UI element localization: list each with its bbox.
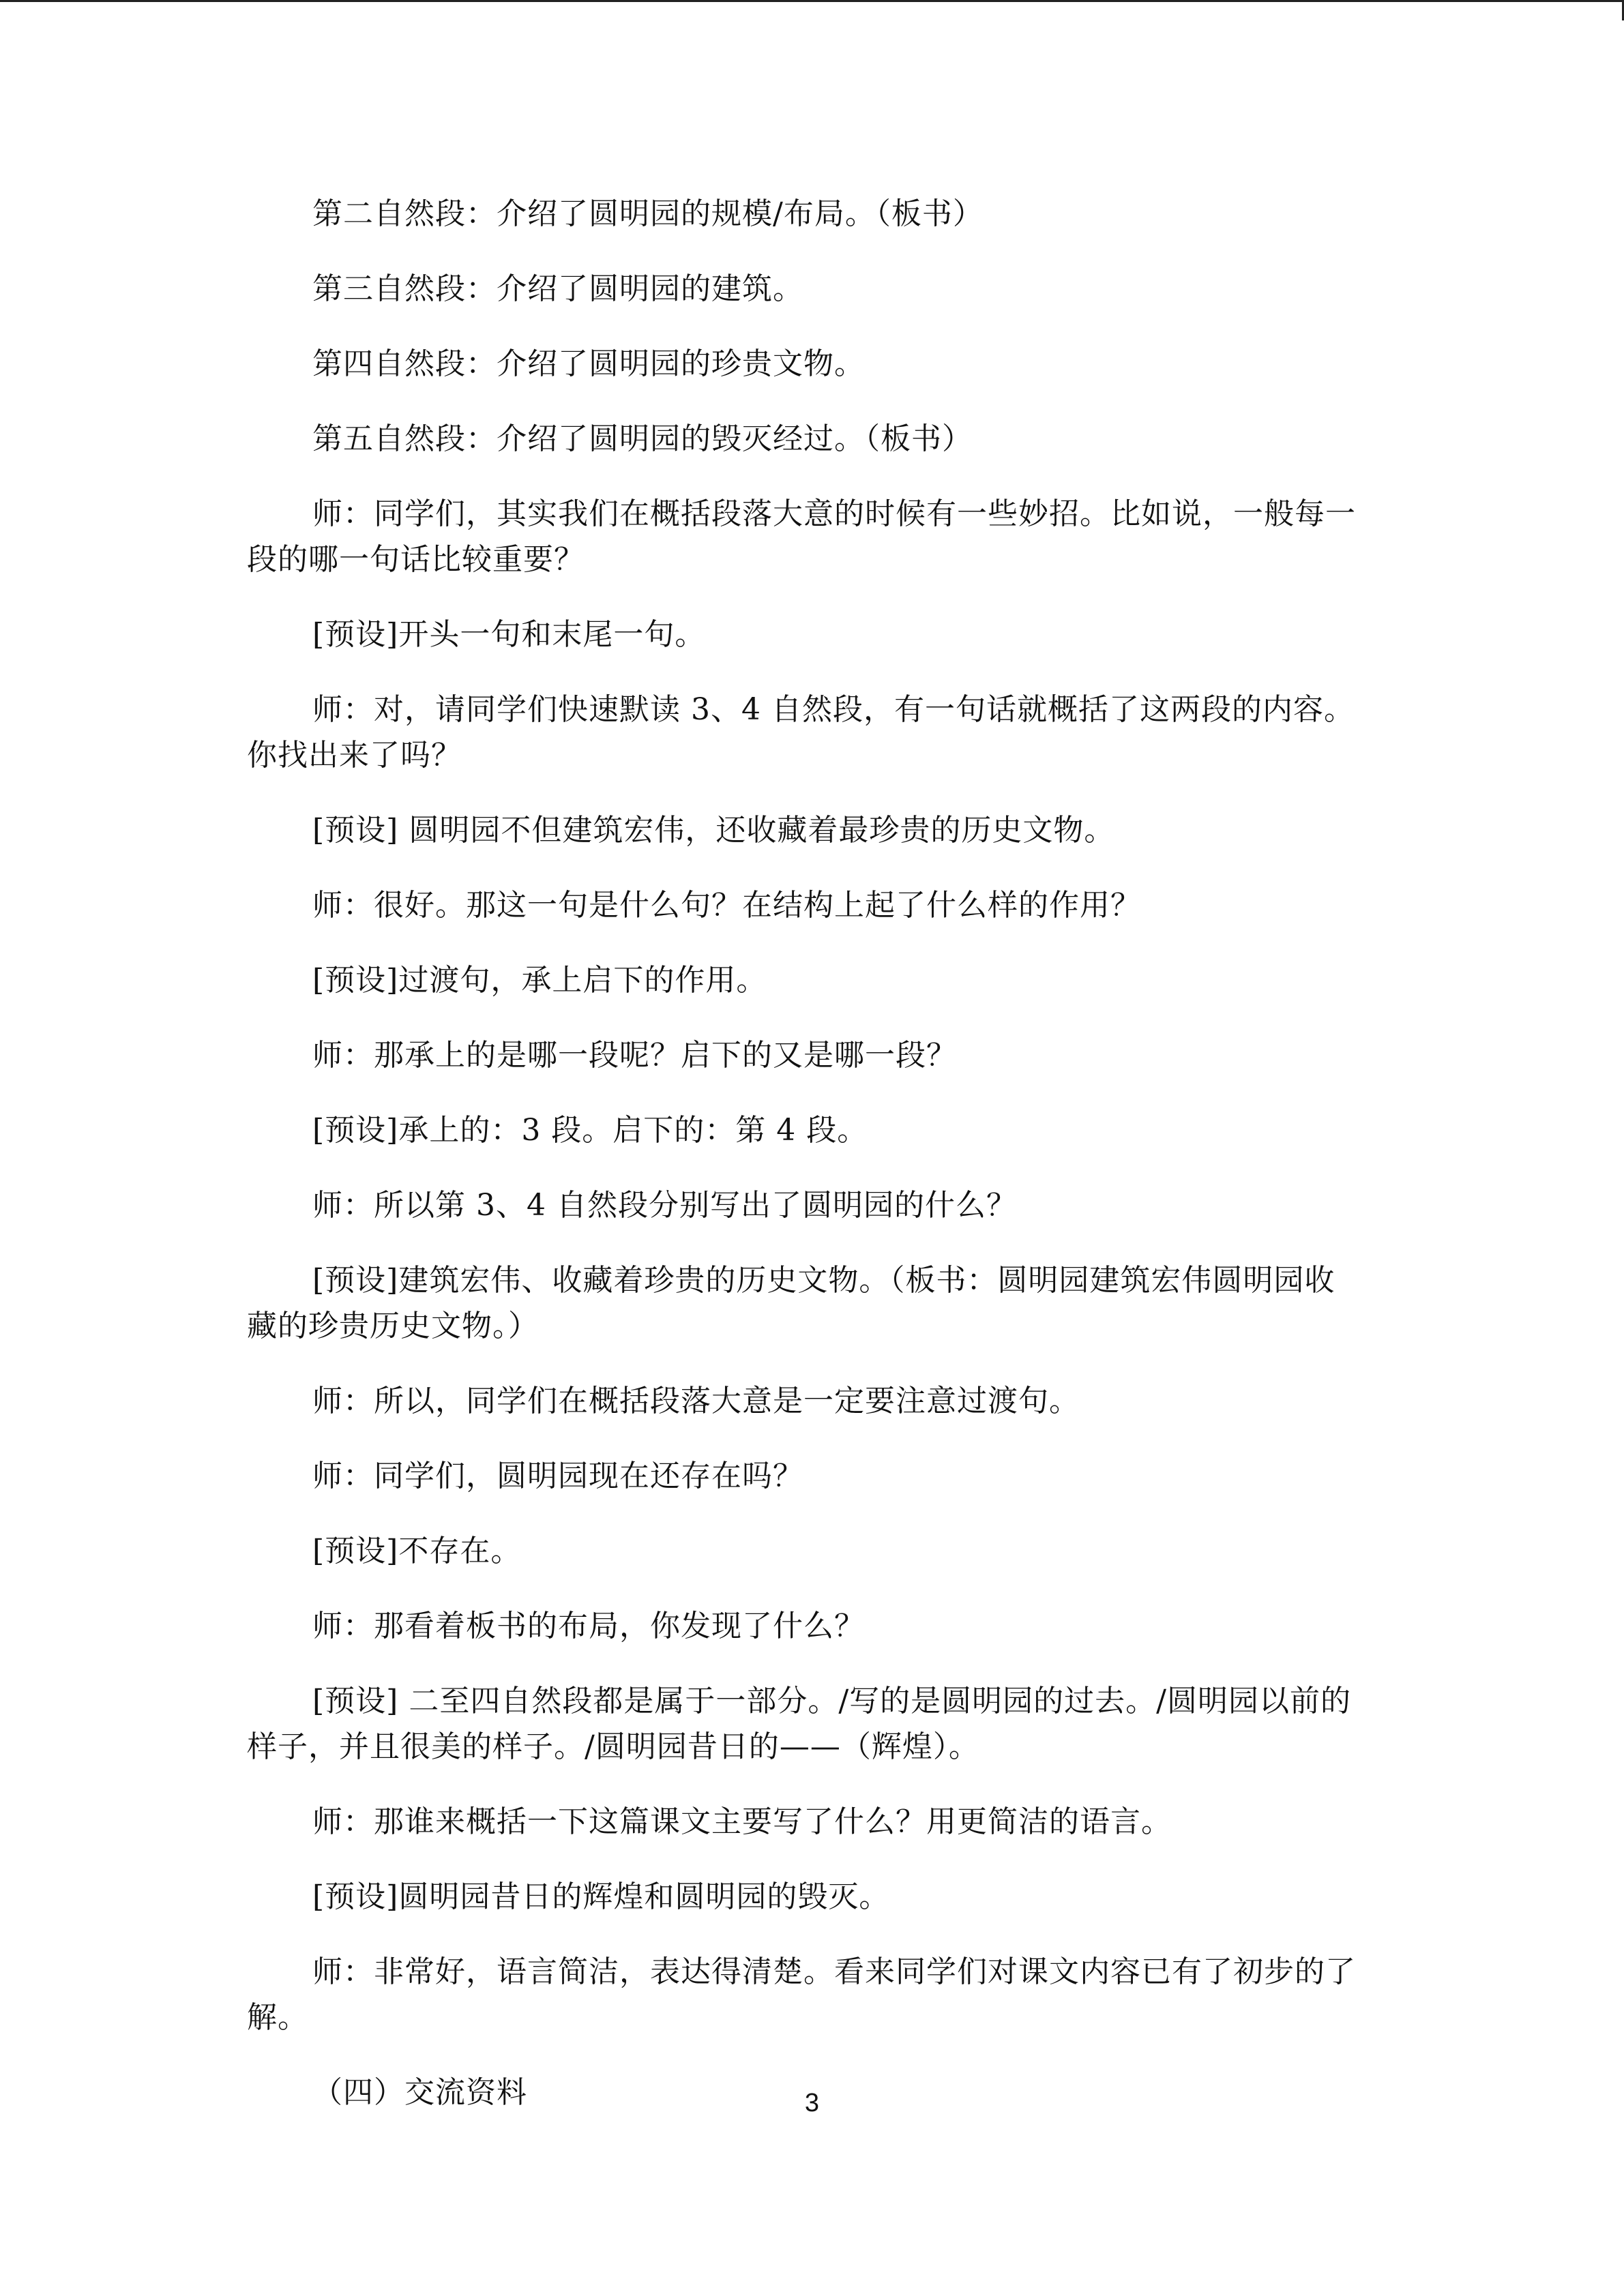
paragraph-12: [预设]承上的：3 段。启下的：第 4 段。 <box>312 1113 868 1148</box>
paragraph-7: 师：对，请同学们快速默读 3、4 自然段，有一句话就概括了这两段的内容。你找出来了吗？ <box>247 692 1355 773</box>
document-body <box>247 191 1359 2140</box>
paragraph-19: [预设] 二至四自然段都是属于一部分。/写的是圆明园的过去。/圆明园以前的样子，并且很美的样子。/圆明园昔日的——（辉煌）。 <box>247 1684 1351 1764</box>
paragraph-16: 师：同学们，圆明园现在还存在吗？ <box>312 1459 803 1493</box>
paragraph-3: 第四自然段：介绍了圆明园的珍贵文物。 <box>312 346 865 381</box>
paragraph-4: 第五自然段：介绍了圆明园的毁灭经过。（板书） <box>312 421 973 456</box>
paragraph-20: 师：那谁来概括一下这篇课文主要写了什么？用更简洁的语言。 <box>312 1804 1172 1839</box>
paragraph-2: 第三自然段：介绍了圆明园的建筑。 <box>312 271 803 306</box>
paragraph-10: [预设]过渡句，承上启下的作用。 <box>312 963 767 998</box>
paragraph-8: [预设] 圆明园不但建筑宏伟，还收藏着最珍贵的历史文物。 <box>312 813 1115 848</box>
paragraph-9: 师：很好。那这一句是什么句？在结构上起了什么样的作用？ <box>312 888 1141 923</box>
top-border-line <box>0 0 1624 2</box>
paragraph-1: 第二自然段：介绍了圆明园的规模/布局。（板书） <box>312 196 984 231</box>
paragraph-5: 师：同学们，其实我们在概括段落大意的时候有一些妙招。比如说，一般每一段的哪一句话比较重要？ <box>247 496 1356 577</box>
paragraph-15: 师：所以，同学们在概括段落大意是一定要注意过渡句。 <box>312 1384 1080 1418</box>
paragraph-6: [预设]开头一句和末尾一句。 <box>312 617 706 652</box>
paragraph-18: 师：那看着板书的布局，你发现了什么？ <box>312 1609 865 1643</box>
paragraph-17: [预设]不存在。 <box>312 1534 522 1568</box>
paragraph-13: 师：所以第 3、4 自然段分别写出了圆明园的什么？ <box>312 1188 1017 1223</box>
section-heading: （四）交流资料 <box>312 2075 527 2110</box>
page-number: 3 <box>804 2089 820 2117</box>
paragraph-22: 师：非常好，语言简洁，表达得清楚。看来同学们对课文内容已有了初步的了解。 <box>247 1954 1356 2035</box>
paragraph-14: [预设]建筑宏伟、收藏着珍贵的历史文物。（板书：圆明园建筑宏伟圆明园收藏的珍贵历史文物。） <box>247 1263 1335 1343</box>
paragraph-11: 师：那承上的是哪一段呢？启下的又是哪一段？ <box>312 1038 957 1073</box>
paragraph-21: [预设]圆明园昔日的辉煌和圆明园的毁灭。 <box>312 1879 890 1914</box>
